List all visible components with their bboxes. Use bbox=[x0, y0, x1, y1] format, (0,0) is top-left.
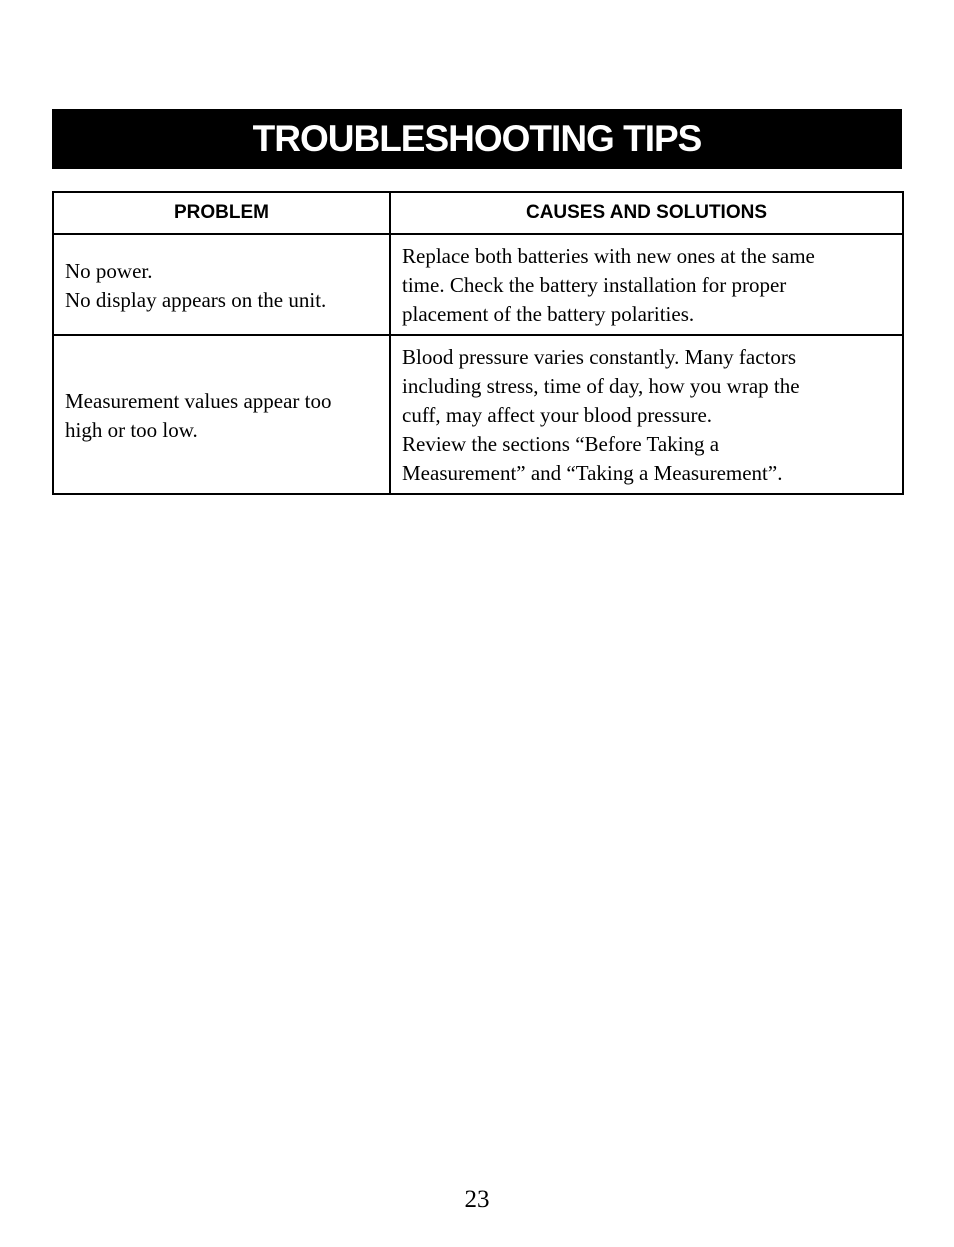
solution-text: cuff, may affect your blood pressure. bbox=[402, 403, 713, 427]
problem-cell bbox=[53, 234, 390, 335]
solution-text: Review the sections “Before Taking a bbox=[402, 432, 720, 456]
problem-text: No display appears on the unit. bbox=[65, 287, 327, 312]
solution-cell bbox=[390, 335, 903, 494]
header-problem: PROBLEM bbox=[53, 192, 390, 234]
title-bar bbox=[52, 109, 902, 169]
header-causes-solutions: CAUSES AND SOLUTIONS bbox=[390, 192, 903, 234]
solution-text: Blood pressure varies constantly. Many factors bbox=[402, 345, 797, 369]
solution-cell bbox=[390, 234, 903, 335]
solution-text: placement of the battery polarities. bbox=[402, 302, 695, 326]
problem-cell bbox=[53, 335, 390, 494]
problem-text: high or too low. bbox=[65, 417, 198, 442]
solution-text: time. Check the battery installation for proper bbox=[402, 273, 787, 297]
table-row bbox=[53, 234, 903, 335]
solution-text: Measurement” and “Taking a Measurement”. bbox=[402, 461, 783, 485]
problem-text: Measurement values appear too bbox=[65, 388, 332, 413]
table-row bbox=[53, 335, 903, 494]
problem-text: No power. bbox=[65, 258, 153, 283]
table-header-row bbox=[53, 192, 903, 234]
troubleshooting-table bbox=[52, 191, 904, 495]
solution-text: including stress, time of day, how you wrap the bbox=[402, 374, 800, 398]
page-number: 23 bbox=[464, 1186, 490, 1213]
page-title: TROUBLESHOOTING TIPS bbox=[252, 118, 702, 159]
solution-text: Replace both batteries with new ones at the same bbox=[402, 244, 815, 268]
